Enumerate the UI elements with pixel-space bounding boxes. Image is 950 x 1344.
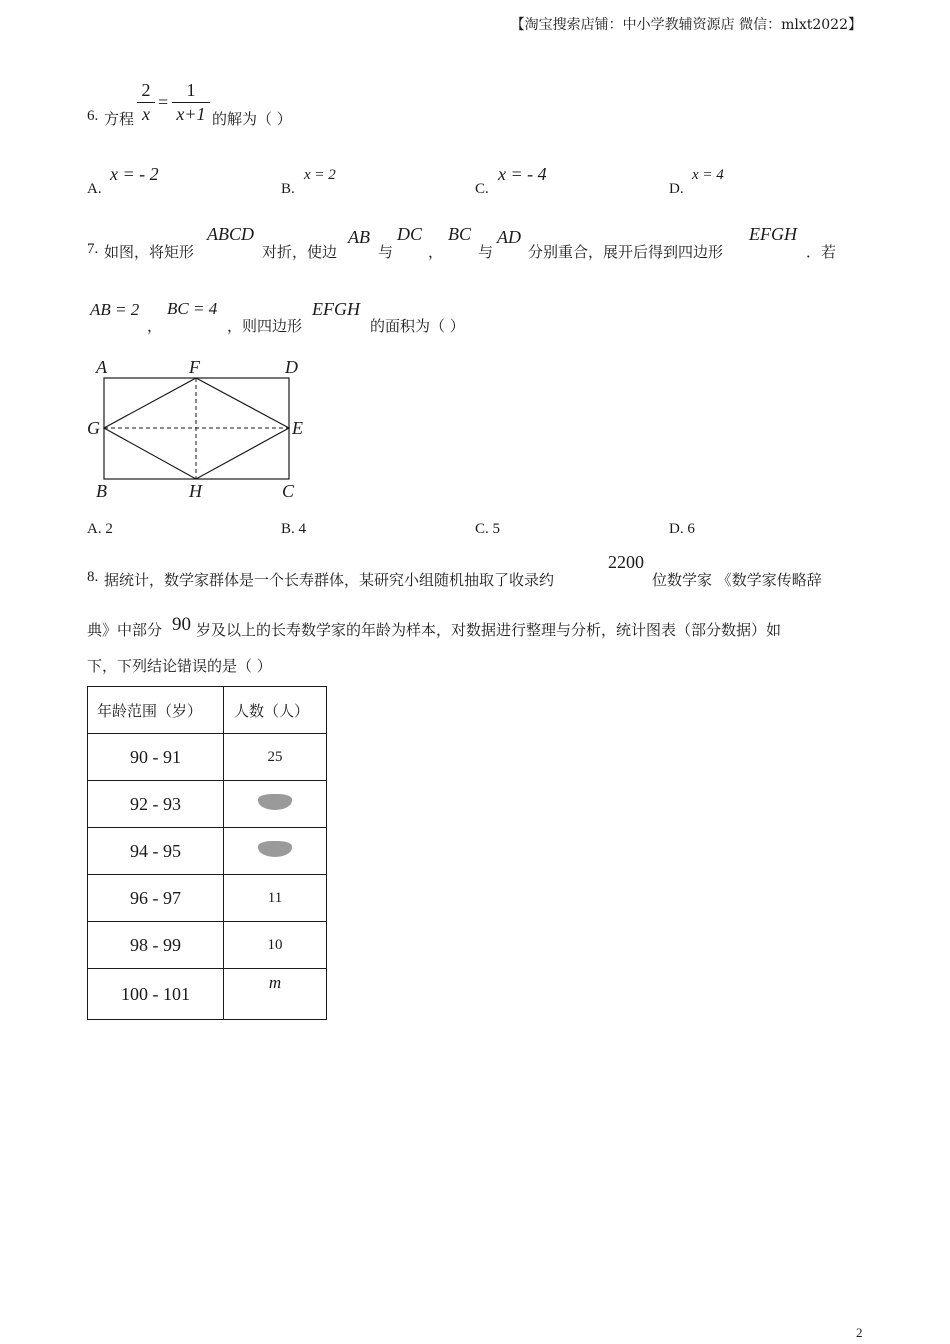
table-header-row [88, 687, 327, 734]
table-row [88, 922, 327, 969]
table-row [88, 875, 327, 922]
q8-text-1: 据统计，数学家群体是一个长寿群体，某研究小组随机抽取了收录约 [104, 571, 555, 589]
table-row [88, 969, 327, 1020]
q7-math-efgh: EFGH [749, 224, 797, 244]
q6-stem-before: 方程 [104, 110, 135, 128]
range-cell: 100 - 101 [88, 969, 224, 1020]
label-a: A [96, 357, 107, 377]
count-cell: 11 [224, 875, 327, 922]
q6-number: 6. [87, 108, 99, 124]
q7-text-9: 的面积为（ ） [370, 317, 465, 335]
q7-number: 7. [87, 241, 99, 257]
q7-math-dc: DC [397, 224, 423, 244]
q7-text-4: ， [428, 243, 444, 261]
label-f: F [189, 357, 200, 377]
label-c: C [282, 481, 295, 501]
q6-option-d-math: x = 4 [692, 167, 724, 183]
range-cell: 98 - 99 [88, 922, 224, 969]
q8-text-4: 岁及以上的长寿数学家的年龄为样本，对数据进行整理与分析，统计图表（部分数据）如 [196, 621, 782, 639]
count-cell-obscured [224, 781, 327, 828]
range-cell: 92 - 93 [88, 781, 224, 828]
q7-math-bc: BC [448, 224, 472, 244]
header-age-range: 年龄范围（岁） [88, 687, 224, 734]
label-d: D [285, 357, 298, 377]
q8-text-3: 典》中部分 [87, 621, 163, 639]
q6-option-b-label: B. [281, 181, 295, 197]
q7-option-b: B. 4 [281, 521, 307, 537]
count-cell-obscured [224, 828, 327, 875]
ink-blot [258, 841, 292, 857]
range-cell: 96 - 97 [88, 875, 224, 922]
q8-math-90: 90 [172, 614, 191, 635]
q7-rectangle-figure [82, 352, 312, 507]
q8-text-2: 位数学家 《数学家传略辞 [652, 571, 822, 589]
count-cell: m [224, 969, 327, 1020]
table-row [88, 828, 327, 875]
q6-stem-after: 的解为（ ） [212, 110, 292, 128]
count-cell: 25 [224, 734, 327, 781]
label-e: E [292, 418, 303, 438]
q7-text-2: 对折，使边 [262, 243, 338, 261]
q7-text-7: ．若 [806, 243, 837, 261]
q7-text-6: 分别重合，展开后得到四边形 [528, 243, 724, 261]
q7-condition-bc: BC = 4 [167, 299, 218, 318]
count-cell: 10 [224, 922, 327, 969]
q6-option-c-math: x = - 4 [498, 164, 547, 184]
q8-text-5: 下，下列结论错误的是（ ） [87, 657, 272, 675]
page-number: 2 [856, 1325, 863, 1340]
q7-option-a: A. 2 [87, 521, 113, 537]
label-g: G [87, 418, 100, 438]
q6-fraction-1: 2 x [137, 80, 155, 125]
q6-equals: = [158, 92, 169, 112]
ink-blot [258, 794, 292, 810]
table-row [88, 781, 327, 828]
range-cell: 90 - 91 [88, 734, 224, 781]
q7-math-ad: AD [497, 227, 521, 247]
age-statistics-table [87, 686, 327, 1020]
label-b: B [96, 481, 107, 501]
header-count: 人数（人） [224, 687, 327, 734]
table-row [88, 734, 327, 781]
q7-math-abcd: ABCD [207, 224, 254, 244]
q7-text-1: 如图，将矩形 [104, 243, 195, 261]
q8-number: 8. [87, 569, 99, 585]
q6-option-b-math: x = 2 [304, 167, 336, 183]
q7-math-ab: AB [348, 227, 370, 247]
label-h: H [189, 481, 202, 501]
q6-option-a-label: A. [87, 181, 102, 197]
q7-comma: ， [147, 317, 163, 335]
header-banner: 【淘宝搜索店铺：中小学教辅资源店 微信：mlxt2022】 [510, 17, 862, 33]
q7-text-3: 与 [378, 243, 394, 261]
q6-fraction-2: 1 x+1 [172, 80, 210, 125]
q6-option-d-label: D. [669, 181, 684, 197]
q6-option-a-math: x = - 2 [110, 164, 159, 184]
q6-option-c-label: C. [475, 181, 489, 197]
q7-text-5: 与 [478, 243, 494, 261]
q7-option-c: C. 5 [475, 521, 501, 537]
q7-option-d: D. 6 [669, 521, 695, 537]
q7-text-8: ，则四边形 [227, 317, 303, 335]
q7-condition-ab: AB = 2 [90, 300, 140, 319]
range-cell: 94 - 95 [88, 828, 224, 875]
q8-math-2200: 2200 [608, 552, 644, 572]
q7-math-efgh-2: EFGH [312, 299, 360, 319]
